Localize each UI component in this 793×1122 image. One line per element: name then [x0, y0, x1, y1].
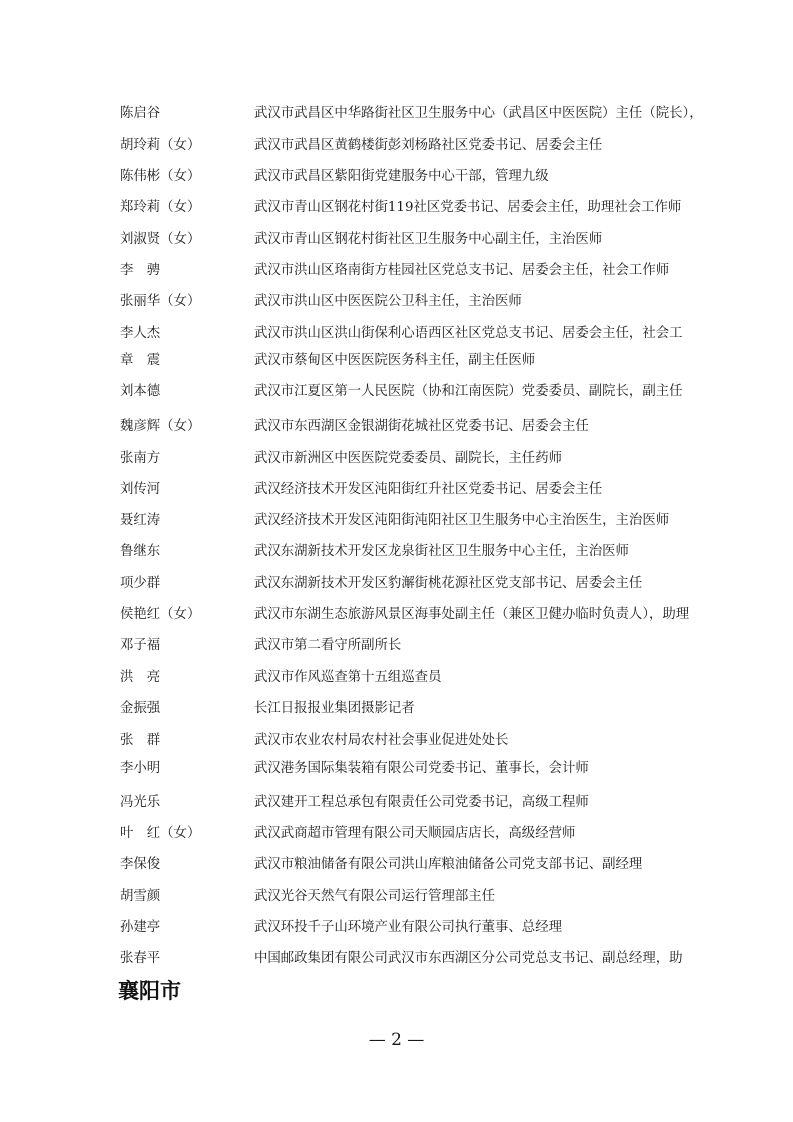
section-heading: 襄阳市: [118, 979, 181, 1003]
person-name: 胡玲莉（女）: [120, 138, 201, 153]
person-description: 武汉市武昌区中华路街社区卫生服务中心（武昌区中医医院）主任（院长），: [254, 106, 703, 121]
list-item: [0, 446, 793, 472]
person-description: 武汉武商超市管理有限公司天顺园店店长，高级经营师: [254, 826, 576, 841]
list-item: [0, 101, 793, 127]
list-item: [0, 477, 793, 503]
person-name: 章 震: [120, 353, 161, 368]
person-description: 武汉市武昌区黄鹤楼街彭刘杨路社区党委书记、居委会主任: [254, 138, 603, 153]
person-description: 武汉经济技术开发区沌阳街沌阳社区卫生服务中心主治医生，主治医师: [254, 513, 670, 528]
person-description: 武汉市新洲区中医医院党委委员、副院长，主任药师: [254, 451, 562, 466]
person-name: 刘本德: [120, 384, 161, 399]
list-item: [0, 164, 793, 190]
person-name: 刘传河: [120, 482, 161, 497]
list-item: [0, 665, 793, 691]
list-item: [0, 602, 793, 628]
person-description: 武汉市粮油储备有限公司洪山库粮油储备公司党支部书记、副经理: [254, 857, 643, 872]
list-item: [0, 728, 793, 754]
person-name: 金振强: [120, 701, 161, 716]
person-name: 李 骋: [120, 263, 161, 278]
person-name: 冯光乐: [120, 795, 161, 810]
list-item: [0, 508, 793, 534]
person-name: 陈伟彬（女）: [120, 169, 201, 184]
list-item: [0, 227, 793, 253]
person-name: 郑玲莉（女）: [120, 200, 201, 215]
list-item: [0, 133, 793, 159]
person-description: 武汉市东湖生态旅游风景区海事处副主任（兼区卫健办临时负责人），助理: [254, 607, 690, 622]
list-item: [0, 790, 793, 816]
person-description: 武汉市武昌区紫阳街党建服务中心干部，管理九级: [254, 169, 549, 184]
person-name: 魏彦辉（女）: [120, 419, 201, 434]
person-name: 刘淑贤（女）: [120, 232, 201, 247]
person-description: 武汉建开工程总承包有限责任公司党委书记，高级工程师: [254, 795, 589, 810]
person-name: 叶 红（女）: [120, 826, 201, 841]
person-name: 张 群: [120, 733, 161, 748]
person-description: 武汉东湖新技术开发区豹澥街桃花源社区党支部书记、居委会主任: [254, 576, 643, 591]
person-name: 李人杰: [120, 326, 161, 341]
list-item: [0, 289, 793, 315]
list-item: [0, 379, 793, 405]
list-item: [0, 946, 793, 972]
person-description: 武汉港务国际集装箱有限公司党委书记、董事长，会计师: [254, 761, 589, 776]
list-item: [0, 915, 793, 941]
person-name: 李保俊: [120, 857, 161, 872]
person-description: 武汉市江夏区第一人民医院（协和江南医院）党委委员、副院长，副主任: [254, 384, 683, 399]
person-name: 李小明: [120, 761, 161, 776]
person-name: 聂红涛: [120, 513, 161, 528]
person-description: 武汉经济技术开发区沌阳街红升社区党委书记、居委会主任: [254, 482, 603, 497]
person-description: 武汉环投千子山环境产业有限公司执行董事、总经理: [254, 920, 562, 935]
list-item: [0, 414, 793, 440]
list-item: [0, 852, 793, 878]
list-item: [0, 696, 793, 722]
person-name: 陈启谷: [120, 106, 161, 121]
person-description: 长江日报报业集团摄影记者: [254, 701, 415, 716]
list-item: [0, 321, 793, 347]
list-item: [0, 195, 793, 221]
person-description: 武汉光谷天然气有限公司运行管理部主任: [254, 889, 496, 904]
person-description: 武汉市东西湖区金银湖街花城社区党委书记、居委会主任: [254, 419, 589, 434]
list-item: [0, 633, 793, 659]
person-name: 张春平: [120, 951, 161, 966]
person-description: 武汉市作风巡查第十五组巡查员: [254, 670, 442, 685]
list-item: [0, 884, 793, 910]
person-description: 武汉东湖新技术开发区龙泉街社区卫生服务中心主任，主治医师: [254, 544, 629, 559]
person-description: 武汉市洪山区中医医院公卫科主任，主治医师: [254, 294, 522, 309]
person-description: 武汉市青山区钢花村街119社区党委书记、居委会主任，助理社会工作师: [254, 200, 682, 215]
person-description: 武汉市蔡甸区中医医院医务科主任，副主任医师: [254, 353, 536, 368]
person-name: 洪 亮: [120, 670, 161, 685]
person-description: 武汉市洪山区珞南街方桂园社区党总支书记、居委会主任，社会工作师: [254, 263, 670, 278]
person-name: 张南方: [120, 451, 161, 466]
person-name: 侯艳红（女）: [120, 607, 201, 622]
person-description: 武汉市第二看守所副所长: [254, 638, 402, 653]
person-description: 武汉市农业农村局农村社会事业促进处处长: [254, 733, 509, 748]
page-number: — 2 —: [368, 1030, 425, 1050]
list-item: [0, 821, 793, 847]
list-item: [0, 571, 793, 597]
list-item: [0, 348, 793, 374]
person-name: 邓子福: [120, 638, 161, 653]
list-item: [0, 258, 793, 284]
list-item: [0, 539, 793, 565]
person-description: 武汉市洪山区洪山街保利心语西区社区党总支书记、居委会主任，社会工: [254, 326, 683, 341]
person-name: 胡雪颜: [120, 889, 161, 904]
person-name: 孙建亭: [120, 920, 161, 935]
person-description: 中国邮政集团有限公司武汉市东西湖区分公司党总支书记、副总经理，助: [254, 951, 683, 966]
person-name: 张丽华（女）: [120, 294, 201, 309]
person-name: 鲁继东: [120, 544, 161, 559]
list-item: [0, 756, 793, 782]
person-name: 项少群: [120, 576, 161, 591]
person-description: 武汉市青山区钢花村街社区卫生服务中心副主任，主治医师: [254, 232, 603, 247]
